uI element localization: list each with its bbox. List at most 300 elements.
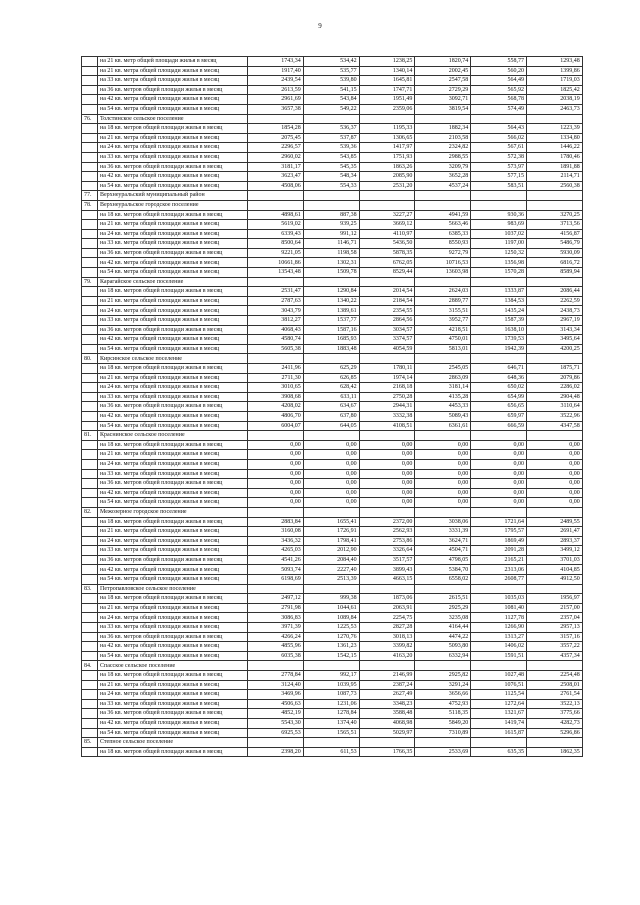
value-cell-5: 1076,51	[471, 680, 527, 690]
value-cell-3: 2184,54	[359, 296, 415, 306]
section-title: Толстинское сельское поселение	[98, 114, 248, 124]
value-cell-1: 2075,45	[248, 133, 304, 143]
value-cell-3: 3517,57	[359, 555, 415, 565]
value-cell-1	[248, 431, 304, 441]
value-cell-2: 1361,23	[303, 642, 359, 652]
value-cell-5: 1638,10	[471, 325, 527, 335]
value-cell-1: 4506,63	[248, 699, 304, 709]
row-number	[82, 632, 98, 642]
row-label: на 33 кв. метра общей площади жилья в месяц	[98, 392, 248, 402]
value-cell-1	[248, 507, 304, 517]
value-cell-1: 0,00	[248, 479, 304, 489]
value-cell-1: 3657,38	[248, 104, 304, 114]
value-cell-5: 574,49	[471, 104, 527, 114]
value-cell-3: 2085,90	[359, 172, 415, 182]
value-cell-4: 3291,24	[415, 680, 471, 690]
value-cell-5	[471, 738, 527, 748]
table-row	[82, 690, 583, 700]
row-number: 85.	[82, 738, 98, 748]
value-cell-6: 2079,86	[526, 373, 582, 383]
row-number	[82, 162, 98, 172]
value-cell-3: 1873,06	[359, 594, 415, 604]
value-cell-2: 2513,39	[303, 575, 359, 585]
value-cell-3	[359, 661, 415, 671]
value-cell-4: 3092,71	[415, 95, 471, 105]
row-number	[82, 690, 98, 700]
value-cell-6: 1334,80	[526, 133, 582, 143]
value-cell-6: 4912,50	[526, 575, 582, 585]
section-row	[82, 191, 583, 201]
table-row	[82, 671, 583, 681]
table-row	[82, 133, 583, 143]
row-label: на 21 кв. метра общей площади жилья в месяц	[98, 680, 248, 690]
table-row	[82, 594, 583, 604]
value-cell-4: 4798,05	[415, 555, 471, 565]
row-label: на 33 кв. метра общей площади жилья в месяц	[98, 699, 248, 709]
value-cell-6: 0,00	[526, 498, 582, 508]
row-number	[82, 344, 98, 354]
value-cell-5: 1197,00	[471, 239, 527, 249]
value-cell-1: 2531,47	[248, 287, 304, 297]
value-cell-1: 5619,02	[248, 220, 304, 230]
value-cell-6: 3143,34	[526, 325, 582, 335]
row-label: на 24 кв. метра общей площади жилья в месяц	[98, 613, 248, 623]
value-cell-3: 3348,23	[359, 699, 415, 709]
value-cell-4: 0,00	[415, 450, 471, 460]
value-cell-3: 2864,56	[359, 316, 415, 326]
value-cell-1: 0,00	[248, 459, 304, 469]
value-cell-4: 6558,02	[415, 575, 471, 585]
row-label: на 42 кв. метра общей площади жилья в месяц	[98, 258, 248, 268]
value-cell-4: 4453,33	[415, 402, 471, 412]
table-row	[82, 85, 583, 95]
value-cell-4: 5093,80	[415, 642, 471, 652]
value-cell-4: 2324,82	[415, 143, 471, 153]
table-row	[82, 268, 583, 278]
value-cell-1: 2411,96	[248, 364, 304, 374]
value-cell-5	[471, 584, 527, 594]
value-cell-5: 1272,64	[471, 699, 527, 709]
value-cell-5: 1266,90	[471, 623, 527, 633]
value-cell-5: 0,00	[471, 469, 527, 479]
table-row	[82, 143, 583, 153]
row-number	[82, 536, 98, 546]
value-cell-5: 0,00	[471, 498, 527, 508]
row-label: на 18 кв. метров общей площади жилья в месяц	[98, 287, 248, 297]
value-cell-2: 633,11	[303, 392, 359, 402]
row-label: на 54 кв. метра общей площади жилья в месяц	[98, 344, 248, 354]
table-row	[82, 392, 583, 402]
value-cell-5: 659,97	[471, 411, 527, 421]
row-label: на 33 кв. метра общей площади жилья в месяц	[98, 546, 248, 556]
value-cell-4	[415, 277, 471, 287]
value-cell-2: 992,17	[303, 671, 359, 681]
section-title: Карагайское сельское поселение	[98, 277, 248, 287]
value-cell-2	[303, 114, 359, 124]
row-number	[82, 680, 98, 690]
value-cell-3: 1306,65	[359, 133, 415, 143]
row-label: на 21 кв. метра общей площади жилья в месяц	[98, 450, 248, 460]
table-row	[82, 172, 583, 182]
value-cell-3: 1238,25	[359, 57, 415, 67]
section-row	[82, 738, 583, 748]
section-title: Верхнеуральский муниципальный район	[98, 191, 248, 201]
section-row	[82, 507, 583, 517]
row-label: на 36 кв. метров общей площади жилья в месяц	[98, 479, 248, 489]
table-row	[82, 440, 583, 450]
row-label: на 18 кв. метров общей площади жилья в месяц	[98, 364, 248, 374]
value-cell-6: 1825,42	[526, 85, 582, 95]
value-cell-5: 573,97	[471, 162, 527, 172]
value-cell-2: 1044,61	[303, 603, 359, 613]
row-label: на 18 кв. метров общей площади жилья в месяц	[98, 124, 248, 134]
row-number	[82, 220, 98, 230]
section-title: Спасское сельское поселение	[98, 661, 248, 671]
value-cell-5: 0,00	[471, 450, 527, 460]
row-number	[82, 517, 98, 527]
section-row	[82, 431, 583, 441]
section-title: Кирсинское сельское поселение	[98, 354, 248, 364]
value-cell-6: 2893,37	[526, 536, 582, 546]
value-cell-3: 0,00	[359, 440, 415, 450]
value-cell-6	[526, 354, 582, 364]
value-cell-2	[303, 507, 359, 517]
value-cell-2: 644,05	[303, 421, 359, 431]
page-number: 9	[318, 22, 322, 30]
value-cell-2: 1509,78	[303, 268, 359, 278]
row-number	[82, 623, 98, 633]
value-cell-2: 535,77	[303, 66, 359, 76]
row-number	[82, 469, 98, 479]
value-cell-5: 564,43	[471, 124, 527, 134]
row-label: на 21 кв. метра общей площади жилья в месяц	[98, 133, 248, 143]
value-cell-4: 6385,33	[415, 229, 471, 239]
value-cell-3: 2146,99	[359, 671, 415, 681]
value-cell-6: 0,00	[526, 459, 582, 469]
value-cell-3: 4663,15	[359, 575, 415, 585]
value-cell-6	[526, 277, 582, 287]
value-cell-2: 1389,61	[303, 306, 359, 316]
table-row	[82, 459, 583, 469]
value-cell-4: 0,00	[415, 469, 471, 479]
value-cell-4	[415, 738, 471, 748]
value-cell-1	[248, 191, 304, 201]
value-cell-2: 611,53	[303, 747, 359, 757]
value-cell-2: 628,42	[303, 383, 359, 393]
value-cell-5: 2608,77	[471, 575, 527, 585]
table-row	[82, 95, 583, 105]
value-cell-4	[415, 354, 471, 364]
table-row	[82, 498, 583, 508]
value-cell-3: 3374,57	[359, 335, 415, 345]
value-cell-6: 2114,71	[526, 172, 582, 182]
value-cell-5: 1081,40	[471, 603, 527, 613]
value-cell-5: 2165,21	[471, 555, 527, 565]
value-cell-4: 4504,71	[415, 546, 471, 556]
value-cell-6: 3495,64	[526, 335, 582, 345]
section-row	[82, 114, 583, 124]
value-cell-6: 4104,85	[526, 565, 582, 575]
value-cell-1: 3086,83	[248, 613, 304, 623]
table-row	[82, 575, 583, 585]
value-cell-4: 13603,98	[415, 268, 471, 278]
value-cell-5: 656,65	[471, 402, 527, 412]
value-cell-2: 0,00	[303, 479, 359, 489]
value-cell-1: 4852,19	[248, 709, 304, 719]
row-label: на 54 кв. метра общей площади жилья в месяц	[98, 728, 248, 738]
value-cell-3: 1863,26	[359, 162, 415, 172]
value-cell-1: 8500,64	[248, 239, 304, 249]
value-cell-5: 1869,49	[471, 536, 527, 546]
value-cell-3: 0,00	[359, 450, 415, 460]
value-cell-3: 8529,44	[359, 268, 415, 278]
table-row	[82, 373, 583, 383]
value-cell-1: 2711,30	[248, 373, 304, 383]
table-row	[82, 239, 583, 249]
value-cell-2: 534,42	[303, 57, 359, 67]
row-number	[82, 57, 98, 67]
table-row	[82, 718, 583, 728]
row-number	[82, 133, 98, 143]
value-cell-3: 1747,71	[359, 85, 415, 95]
value-cell-6: 4200,25	[526, 344, 582, 354]
value-cell-3: 1766,35	[359, 747, 415, 757]
value-cell-1	[248, 661, 304, 671]
row-number	[82, 709, 98, 719]
value-cell-6: 0,00	[526, 440, 582, 450]
value-cell-1	[248, 114, 304, 124]
row-number	[82, 575, 98, 585]
value-cell-3: 2254,75	[359, 613, 415, 623]
value-cell-6: 2438,73	[526, 306, 582, 316]
row-number: 84.	[82, 661, 98, 671]
table-row	[82, 210, 583, 220]
value-cell-4: 4135,28	[415, 392, 471, 402]
row-number: 76.	[82, 114, 98, 124]
value-cell-3: 5029,97	[359, 728, 415, 738]
row-label: на 36 кв. метров общей площади жилья в месяц	[98, 248, 248, 258]
value-cell-2: 1726,91	[303, 527, 359, 537]
value-cell-4	[415, 114, 471, 124]
value-cell-2: 1231,06	[303, 699, 359, 709]
value-cell-2: 637,80	[303, 411, 359, 421]
value-cell-6: 2086,44	[526, 287, 582, 297]
row-number: 83.	[82, 584, 98, 594]
table-row	[82, 181, 583, 191]
row-label: на 54 кв. метра общей площади жилья в месяц	[98, 575, 248, 585]
value-cell-5: 2313,06	[471, 565, 527, 575]
section-title: Степное сельское поселение	[98, 738, 248, 748]
value-cell-1	[248, 200, 304, 210]
value-cell-2: 0,00	[303, 450, 359, 460]
row-number	[82, 459, 98, 469]
section-row	[82, 584, 583, 594]
value-cell-6	[526, 738, 582, 748]
value-cell-2: 0,00	[303, 440, 359, 450]
tariff-table	[81, 56, 583, 757]
value-cell-3: 1780,11	[359, 364, 415, 374]
value-cell-3: 1951,49	[359, 95, 415, 105]
row-label: на 24 кв. метра общей площади жилья в месяц	[98, 306, 248, 316]
value-cell-5: 558,77	[471, 57, 527, 67]
value-cell-1: 3812,27	[248, 316, 304, 326]
row-label: на 42 кв. метра общей площади жилья в месяц	[98, 335, 248, 345]
value-cell-6: 4357,34	[526, 651, 582, 661]
value-cell-4: 6332,94	[415, 651, 471, 661]
value-cell-3: 2562,93	[359, 527, 415, 537]
value-cell-4: 2615,51	[415, 594, 471, 604]
value-cell-5: 1027,48	[471, 671, 527, 681]
table-row	[82, 747, 583, 757]
table-row	[82, 229, 583, 239]
value-cell-4: 2533,69	[415, 747, 471, 757]
table-row	[82, 488, 583, 498]
value-cell-6: 1223,39	[526, 124, 582, 134]
table-row	[82, 728, 583, 738]
value-cell-2: 0,00	[303, 459, 359, 469]
value-cell-2: 1685,93	[303, 335, 359, 345]
value-cell-2: 0,00	[303, 469, 359, 479]
value-cell-6: 2508,01	[526, 680, 582, 690]
value-cell-6	[526, 200, 582, 210]
table-row	[82, 306, 583, 316]
value-cell-5	[471, 191, 527, 201]
value-cell-6: 0,00	[526, 450, 582, 460]
value-cell-1: 3623,47	[248, 172, 304, 182]
row-label: на 33 кв. метра общей площади жилья в месяц	[98, 239, 248, 249]
value-cell-6: 4156,87	[526, 229, 582, 239]
value-cell-4: 2547,58	[415, 76, 471, 86]
value-cell-5: 565,92	[471, 85, 527, 95]
row-number	[82, 152, 98, 162]
value-cell-2: 554,33	[303, 181, 359, 191]
row-number	[82, 450, 98, 460]
value-cell-2: 0,00	[303, 498, 359, 508]
value-cell-5: 1795,57	[471, 527, 527, 537]
value-cell-5: 1435,24	[471, 306, 527, 316]
value-cell-1: 2791,98	[248, 603, 304, 613]
value-cell-2	[303, 191, 359, 201]
value-cell-3: 2944,31	[359, 402, 415, 412]
value-cell-3: 2387,24	[359, 680, 415, 690]
value-cell-2: 1225,53	[303, 623, 359, 633]
value-cell-3	[359, 738, 415, 748]
row-label: на 18 кв. метров общей площади жилья в месяц	[98, 517, 248, 527]
value-cell-5: 568,78	[471, 95, 527, 105]
table-row	[82, 450, 583, 460]
value-cell-6: 1780,46	[526, 152, 582, 162]
value-cell-5: 930,36	[471, 210, 527, 220]
value-cell-5: 1942,39	[471, 344, 527, 354]
value-cell-5: 646,71	[471, 364, 527, 374]
value-cell-6: 2157,00	[526, 603, 582, 613]
value-cell-3: 4068,98	[359, 718, 415, 728]
value-cell-2	[303, 354, 359, 364]
table-row	[82, 325, 583, 335]
section-title: Межозерное городское поселение	[98, 507, 248, 517]
row-label: на 42 кв. метра общей площади жилья в месяц	[98, 642, 248, 652]
row-label: на 33 кв. метра общей площади жилья в месяц	[98, 76, 248, 86]
table-row	[82, 699, 583, 709]
value-cell-3: 3588,48	[359, 709, 415, 719]
row-number	[82, 373, 98, 383]
value-cell-1: 2497,12	[248, 594, 304, 604]
row-label: на 36 кв. метров общей площади жилья в месяц	[98, 402, 248, 412]
value-cell-4: 3209,79	[415, 162, 471, 172]
value-cell-3: 0,00	[359, 469, 415, 479]
value-cell-3	[359, 114, 415, 124]
row-number	[82, 248, 98, 258]
row-label: на 21 кв. метра общей площади жилья в месяц	[98, 66, 248, 76]
table-row	[82, 66, 583, 76]
value-cell-5: 1591,51	[471, 651, 527, 661]
value-cell-2: 1089,84	[303, 613, 359, 623]
value-cell-3: 0,00	[359, 488, 415, 498]
value-cell-4: 5663,46	[415, 220, 471, 230]
value-cell-1: 2398,20	[248, 747, 304, 757]
value-cell-3: 3332,38	[359, 411, 415, 421]
value-cell-2: 1340,22	[303, 296, 359, 306]
value-cell-6: 4282,73	[526, 718, 582, 728]
value-cell-6: 3701,03	[526, 555, 582, 565]
section-title: Верхнеуральское городское поселение	[98, 200, 248, 210]
value-cell-1	[248, 354, 304, 364]
value-cell-3: 3399,82	[359, 642, 415, 652]
table-row	[82, 248, 583, 258]
row-number	[82, 411, 98, 421]
row-label: на 33 кв. метра общей площади жилья в месяц	[98, 469, 248, 479]
value-cell-3: 0,00	[359, 479, 415, 489]
value-cell-1: 3971,39	[248, 623, 304, 633]
value-cell-5: 1615,87	[471, 728, 527, 738]
row-number: 80.	[82, 354, 98, 364]
section-row	[82, 200, 583, 210]
row-number	[82, 85, 98, 95]
value-cell-6	[526, 661, 582, 671]
value-cell-1: 4898,61	[248, 210, 304, 220]
table-row	[82, 76, 583, 86]
value-cell-1: 3181,17	[248, 162, 304, 172]
value-cell-2: 626,85	[303, 373, 359, 383]
value-cell-5	[471, 114, 527, 124]
value-cell-5: 1037,02	[471, 229, 527, 239]
value-cell-2: 1270,76	[303, 632, 359, 642]
value-cell-6: 5486,79	[526, 239, 582, 249]
row-number	[82, 651, 98, 661]
value-cell-6: 6816,72	[526, 258, 582, 268]
value-cell-2: 1883,48	[303, 344, 359, 354]
value-cell-1: 3043,79	[248, 306, 304, 316]
value-cell-2: 1565,51	[303, 728, 359, 738]
value-cell-4	[415, 191, 471, 201]
value-cell-6: 3157,16	[526, 632, 582, 642]
value-cell-6: 2254,48	[526, 671, 582, 681]
value-cell-5: 564,49	[471, 76, 527, 86]
row-number	[82, 671, 98, 681]
row-label: на 54 кв. метра общей площади жилья в месяц	[98, 181, 248, 191]
value-cell-6	[526, 584, 582, 594]
value-cell-1: 0,00	[248, 440, 304, 450]
value-cell-1: 6339,43	[248, 229, 304, 239]
row-number	[82, 642, 98, 652]
value-cell-5: 1313,27	[471, 632, 527, 642]
table-row	[82, 335, 583, 345]
value-cell-1: 13543,48	[248, 268, 304, 278]
table-row	[82, 124, 583, 134]
row-label: на 36 кв. метров общей площади жилья в месяц	[98, 709, 248, 719]
value-cell-2: 1587,16	[303, 325, 359, 335]
value-cell-5	[471, 200, 527, 210]
